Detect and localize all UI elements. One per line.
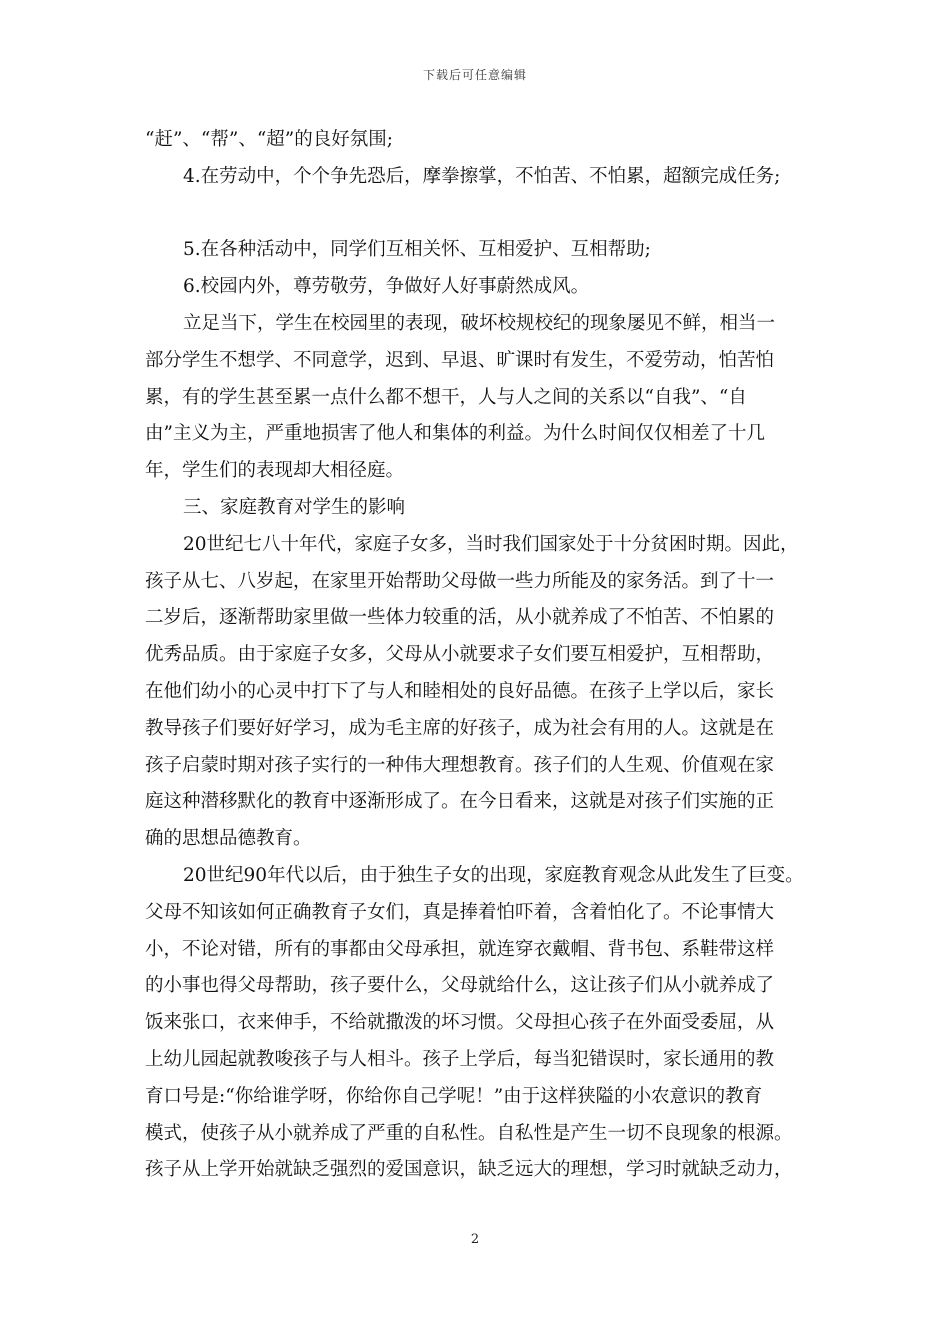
text-line: 的小事也得父母帮助，孩子要什么，父母就给什么，这让孩子们从小就养成了 [145, 975, 775, 997]
text-line: 在他们幼小的心灵中打下了与人和睦相处的良好品德。在孩子上学以后，家长 [145, 680, 775, 702]
text-line: 孩子启蒙时期对孩子实行的一种伟大理想教育。孩子们的人生观、价值观在家 [145, 754, 775, 776]
paragraph-start-line: 20世纪七八十年代，家庭子女多，当时我们国家处于十分贫困时期。因此， [183, 533, 799, 555]
text-line: 4.在劳动中，个个争先恐后，摩拳擦掌，不怕苦、不怕累，超额完成任务; [183, 165, 781, 187]
text-line: 育口号是:“你给谁学呀，你给你自己学呢！”由于这样狭隘的小农意识的教育 [145, 1085, 763, 1107]
text-line: “赶”、“帮”、“超”的良好氛围; [145, 129, 393, 150]
blank-line [145, 196, 825, 233]
text-line: 确的思想品德教育。 [145, 828, 312, 850]
text-line: 年，学生们的表现却大相径庭。 [145, 460, 405, 482]
text-line: 孩子从上学开始就缺乏强烈的爱国意识，缺乏远大的理想，学习时就缺乏动力， [145, 1159, 793, 1181]
text-line: 6.校园内外，尊劳敬劳，争做好人好事蔚然成风。 [183, 276, 590, 298]
text-line: 优秀品质。由于家庭子女多，父母从小就要求子女们要互相爱护，互相帮助， [145, 644, 775, 666]
document-body [145, 122, 825, 1189]
text-line: 教导孩子们要好好学习，成为毛主席的好孩子，成为社会有用的人。这就是在 [145, 717, 775, 739]
paragraph-start-line: 立足当下，学生在校园里的表现，破坏校规校纪的现象屡见不鲜，相当一 [183, 312, 776, 334]
text-line: 父母不知该如何正确教育子女们，真是捧着怕吓着，含着怕化了。不论事情大 [145, 901, 775, 923]
text-line: 由”主义为主，严重地损害了他人和集体的利益。为什么时间仅仅相差了十几 [145, 423, 765, 445]
text-line: 5.在各种活动中，同学们互相关怀、互相爱护、互相帮助; [183, 239, 651, 261]
paragraph-start-line: 20世纪90年代以后，由于独生子女的出现，家庭教育观念从此发生了巨变。 [183, 864, 804, 886]
text-line: 模式，使孩子从小就养成了严重的自私性。自私性是产生一切不良现象的根源。 [145, 1122, 793, 1144]
section-heading: 三、家庭教育对学生的影响 [183, 496, 406, 518]
text-line: 小，不论对错，所有的事都由父母承担，就连穿衣戴帽、背书包、系鞋带这样 [145, 938, 775, 960]
text-line: 庭这种潜移默化的教育中逐渐形成了。在今日看来，这就是对孩子们实施的正 [145, 791, 775, 813]
text-line: 二岁后，逐渐帮助家里做一些体力较重的活，从小就养成了不怕苦、不怕累的 [145, 607, 775, 629]
text-line: 饭来张口，衣来伸手，不给就撒泼的坏习惯。父母担心孩子在外面受委屈，从 [145, 1012, 775, 1034]
page-number: 2 [470, 1232, 480, 1247]
text-line: 上幼儿园起就教唆孩子与人相斗。孩子上学后，每当犯错误时，家长通用的教 [145, 1048, 775, 1070]
text-line: 累，有的学生甚至累一点什么都不想干，人与人之间的关系以“自我”、“自 [145, 386, 747, 408]
text-line: 孩子从七、八岁起，在家里开始帮助父母做一些力所能及的家务活。到了十一 [145, 570, 775, 592]
page-header: 下载后可任意编辑 [422, 68, 527, 82]
text-line: 部分学生不想学、不同意学，迟到、早退、旷课时有发生，不爱劳动，怕苦怕 [145, 349, 775, 371]
